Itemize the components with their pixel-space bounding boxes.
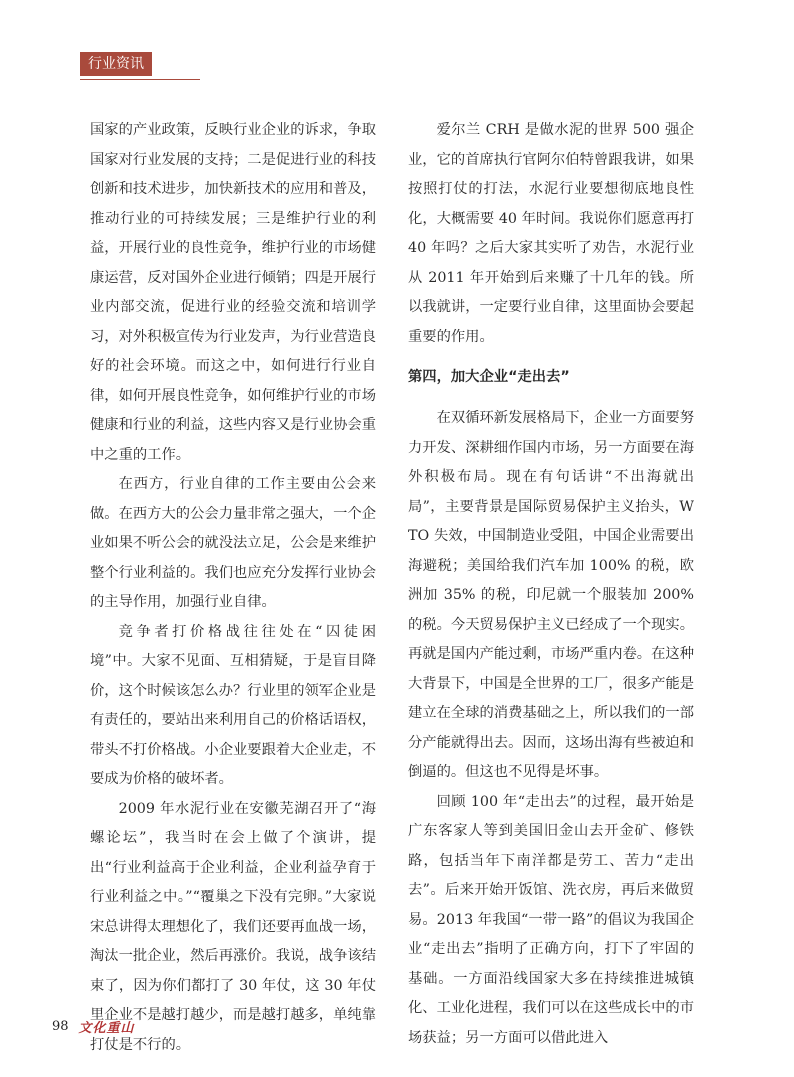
- left-column: [90, 116, 376, 1060]
- left-paragraph-4: 2009 年水泥行业在安徽芜湖召开了“海螺论坛”，我当时在会上做了个演讲，提出“行业利益高于企业利益，企业利益孕育于行业利益之中。”“覆巢之下没有完卵。”大家说宋总讲得太理想化了，我们还要再血战一场，淘汰一批企业，然后再涨价。我说，战争该结束了，因为你们都打了 30 年仗，这 30 年仗里企业不是越打越少，而是越打越多，单纯靠打仗是不行的。: [90, 800, 376, 1053]
- left-paragraph-3: 竞争者打价格战往往处在“囚徒困境”中。大家不见面、互相猜疑，于是盲目降价，这个时候该怎么办？行业里的领军企业是有责任的，要站出来利用自己的价格话语权，带头不打价格战。小企业要跟着大企业走，不要成为价格的破坏者。: [90, 623, 376, 787]
- section-divider: [80, 79, 200, 80]
- page-footer: [52, 1016, 135, 1036]
- right-paragraph-2: 在双循环新发展格局下，企业一方面要努力开发、深耕细作国内市场，另一方面要在海外积极布局。现在有句话讲“不出海就出局”，主要背景是国际贸易保护主义抬头，WTO 失效，中国制造业受阻，中国企业需要出海避税；美国给我们汽车加 100% 的税，欧洲加 35% 的税，印尼就一个服装加 200% 的税。今天贸易保护主义已经成了一个现实。再就是国内产能过剩，市场严重内卷。在这种大背景下，中国是全世界的工厂，很多产能是建立在全球的消费基础之上，所以我们的一部分产能就得出去。因而，这场出海有些被迫和倒逼的。但这也不见得是坏事。: [408, 410, 694, 780]
- right-paragraph-1: 爱尔兰 CRH 是做水泥的世界 500 强企业，它的首席执行官阿尔伯特曾跟我讲，如果按照打仗的打法，水泥行业要想彻底地良性化，大概需要 40 年时间。我说你们愿意再打 40 年吗？之后大家其实听了劝告，水泥行业从 2011 年开始到后来赚了十几年的钱。所以我就讲，一定要行业自律，这里面协会要起重要的作用。: [408, 122, 694, 345]
- page-number: 98: [52, 1018, 69, 1034]
- right-paragraph-3: 回顾 100 年“走出去”的过程，最开始是广东客家人等到美国旧金山去开金矿、修铁路，包括当年下南洋都是劳工、苦力“走出去”。后来开始开饭馆、洗衣房，再后来做贸易。2013 年我国“一带一路”的倡议为我国企业“走出去”指明了正确方向，打下了牢固的基础。一方面沿线国家大多在持续推进城镇化、工业化进程，我们可以在这些成长中的市场获益；另一方面可以借此进入: [408, 793, 694, 1046]
- publication-logo: 文化重山: [78, 1020, 135, 1036]
- section-heading: 第四，加大企业“走出去”: [408, 369, 570, 385]
- right-column: [408, 116, 694, 1053]
- left-paragraph-2: 在西方，行业自律的工作主要由公会来做。在西方大的公会力量非常之强大，一个企业如果不听公会的就没法立足，公会是来维护整个行业利益的。我们也应充分发挥行业协会的主导作用，加强行业自律。: [90, 476, 376, 610]
- left-paragraph-1: 国家的产业政策，反映行业企业的诉求，争取国家对行业发展的支持；二是促进行业的科技创新和技术进步，加快新技术的应用和普及，推动行业的可持续发展；三是维护行业的利益，开展行业的良性竞争，维护行业的市场健康运营，反对国外企业进行倾销；四是开展行业内部交流，促进行业的经验交流和培训学习，对外积极宣传为行业发声，为行业营造良好的社会环境。而这之中，如何进行行业自律，如何开展良性竞争，如何维护行业的市场健康和行业的利益，这些内容又是行业协会重中之重的工作。: [90, 122, 376, 463]
- section-label: 行业资讯: [80, 52, 152, 76]
